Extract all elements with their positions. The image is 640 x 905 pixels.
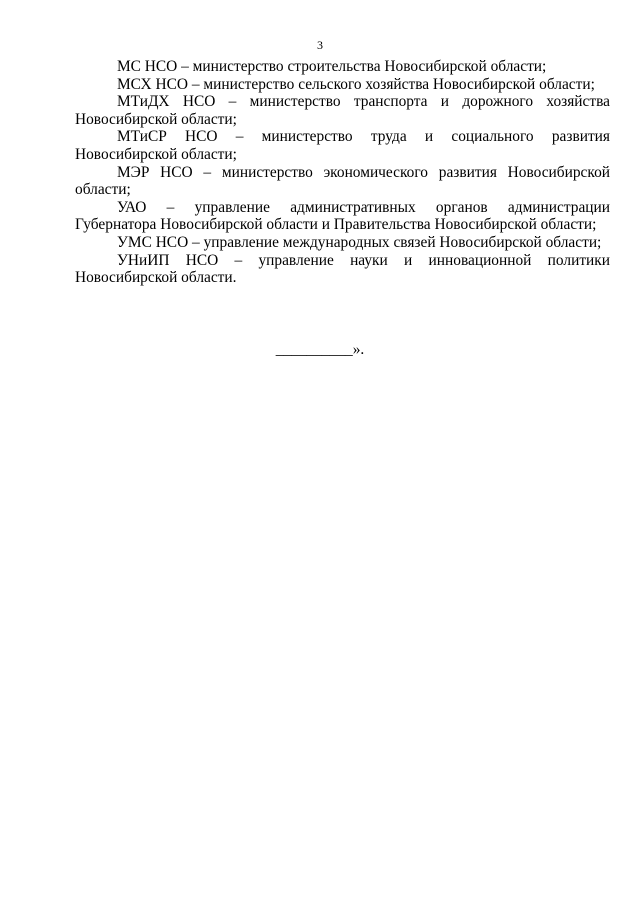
list-item: МЭР НСО – министерство экономического развития Новосибирской области; <box>75 163 610 199</box>
closing-line: __________». <box>275 341 365 358</box>
list-item: МСХ НСО – министерство сельского хозяйства Новосибирской области; <box>117 75 595 93</box>
abbreviations-list <box>75 58 610 287</box>
list-item: МТиСР НСО – министерство труда и социального развития Новосибирской области; <box>75 128 610 163</box>
list-item: МС НСО – министерство строительства Новосибирской области; <box>117 58 547 75</box>
list-item: МТиДХ НСО – министерство транспорта и дорожного хозяйства Новосибирской области; <box>75 93 610 128</box>
list-item: УНиИП НСО – управление науки и инновационной политики Новосибирской области. <box>75 251 610 287</box>
list-item: УАО – управление административных органов администрации Губернатора Новосибирской области и Правительства Новосибирской области; <box>75 198 610 234</box>
list-item: УМС НСО – управление международных связей Новосибирской области; <box>117 233 602 251</box>
page-number: 3 <box>317 38 323 52</box>
